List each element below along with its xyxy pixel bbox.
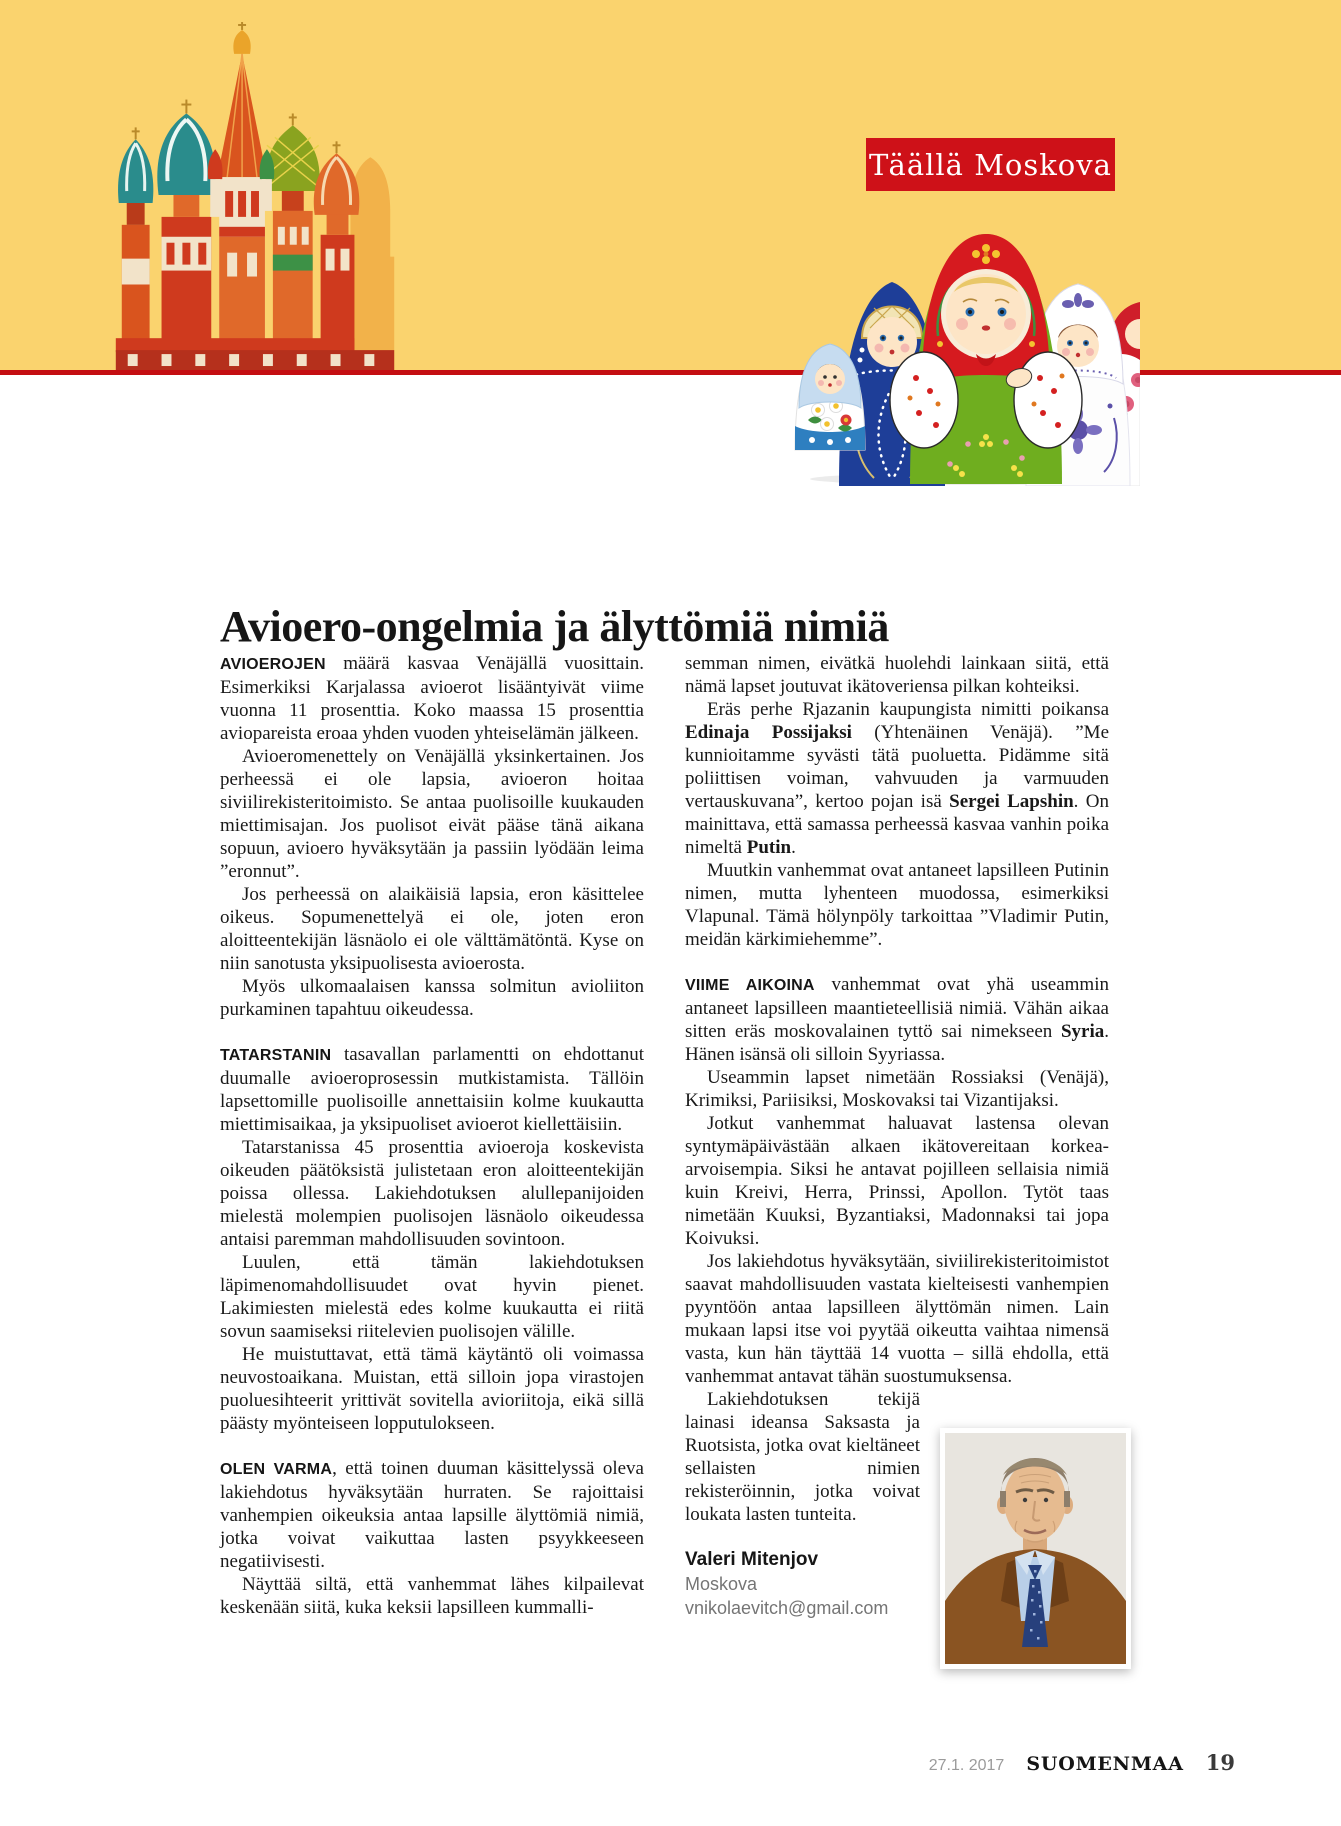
article-paragraph: VIIME AIKOINA vanhemmat ovat yhä useammin antaneet lapsilleen maantieteellisiä nimiä. Vähän aikaa sitten eräs moskovalainen tyttö sai nimekseen Syria. Hänen isänsä oli silloin Syyriassa. [685, 974, 1109, 1065]
article-paragraph: Myös ulkomaalaisen kanssa solmitun avioliiton purkaminen tapahtuu oikeudessa. [220, 976, 644, 1020]
article-title: Avioero-ongelmia ja älyttömiä nimiä [220, 602, 889, 652]
author-portrait-photo [940, 1428, 1131, 1669]
article-paragraph: Muutkin vanhemmat ovat antaneet lapsilleen Putinin nimen, mutta lyhenteen muodossa, esimerkiksi Vlapunal. Tämä hölynpöly tarkoittaa ”Vladimir Putin, meidän kärkimiehemme”. [685, 860, 1109, 950]
page-footer [929, 1750, 1235, 1775]
article-paragraph: OLEN VARMA, että toinen duuman käsittelyssä oleva lakiehdotus hyväksytään hurraten. Se rajoittaisi vanhempien oikeuksia antaa lapsille älyttömiä nimiä, jotka voivat vaikuttaa lasten psyykkeeseen negatiivisesti. [220, 1458, 644, 1572]
author-block [685, 1548, 920, 1620]
author-location: Moskova [685, 1574, 758, 1594]
author-email: vnikolaevitch@gmail.com [685, 1598, 889, 1618]
moscow-badge [866, 138, 1115, 191]
article-paragraph: Jotkut vanhemmat haluavat lastensa olevan syntymäpäivästään alkaen ikätovereitaan korkea-arvoisempia. Siksi he antavat pojilleen sellaisia nimiä kuin Kreivi, Herra, Prinssi, Apollon. Tytöt taas nimetään Kuuksi, Byzantiaksi, Madonnaksi tai jopa Koivuksi. [685, 1113, 1109, 1249]
article-column-left [220, 652, 644, 1619]
article-paragraph: He muistuttavat, että tämä käytäntö oli voimassa neuvostoaikana. Muistan, että silloin jopa virastojen puoluesihteerit yrittivät sovitella avioriitoja, eikä sillä päästy myönteiseen lopputulokseen. [220, 1344, 644, 1434]
author-name: Valeri Mitenjov [685, 1549, 819, 1570]
footer-page-number: 19 [1205, 1750, 1235, 1775]
paragraph-kicker: VIIME AIKOINA [685, 977, 815, 994]
article-paragraph: Jos perheessä on alaikäisiä lapsia, eron käsittelee oikeus. Sopumenettelyä ei ole, joten eron aloitteentekijän läsnäolo ei ole välttämätöntä. Kyse on niin sanotusta yksipuolisesta avioerosta. [220, 884, 644, 974]
paragraph-kicker: TATARSTANIN [220, 1047, 332, 1064]
paragraph-kicker: OLEN VARMA [220, 1461, 333, 1478]
moscow-badge-label: Täällä Moskova [869, 147, 1112, 182]
article-paragraph: Tatarstanissa 45 prosenttia avioeroja koskevista oikeuden päätöksistä julistetaan eron aloitteentekijän poissa ollessa. Lakiehdotuksen alullepanijoiden mielestä molempien puolisojen läsnäolo oikeudessa antaisi paremman mahdollisuuden sovintoon. [220, 1137, 644, 1250]
article-paragraph: TATARSTANIN tasavallan parlamentti on ehdottanut duumalle avioeroprosessin mutkistamista. Tällöin lapsettomille puolisoille annettaisiin kolme kuukautta miettimisaikaa, ja yksipuoliset avioerot kiellettäisiin. [220, 1044, 644, 1135]
article-paragraph: Avioeromenettely on Venäjällä yksinkertainen. Jos perheessä ei ole lapsia, avioeron hoitaa siviilirekisteritoimisto. Se antaa puolisoille kuukauden miettimisajan. Jos puolisot eivät pääse tänä aikana sopuun, avioero hyväksytään ja passiin lyödään leima ”eronnut”. [220, 746, 644, 882]
article-paragraph: Lakiehdotuksen tekijä lainasi ideansa Saksasta ja Ruotsista, jotka ovat kieltäneet sellaisten nimien rekisteröinnin, jotka voivat loukata lasten tunteita. [685, 1389, 920, 1525]
st-basils-cathedral-icon [115, 22, 395, 370]
footer-date: 27.1. 2017 [928, 1757, 1005, 1774]
article-paragraph: Useammin lapset nimetään Rossiaksi (Venäjä), Krimiksi, Pariisiksi, Moskovaksi tai Vizantijaksi. [685, 1067, 1109, 1111]
article-paragraph: Näyttää siltä, että vanhemmat lähes kilpailevat keskenään siitä, kuka keksii lapsilleen kummalli- [220, 1574, 644, 1618]
matryoshka-dolls-icon [790, 228, 1140, 486]
paragraph-kicker: AVIOEROJEN [220, 656, 326, 673]
article-paragraph: Luulen, että tämän lakiehdotuksen läpimenomahdollisuudet ovat hyvin pienet. Lakimiesten mielestä edes kolme kuukautta ei riitä sovun saamiseksi riitelevien puolisojen välille. [220, 1252, 644, 1342]
article-paragraph: semman nimen, eivätkä huolehdi lainkaan siitä, että nämä lapset joutuvat ikätoveriensa pilkan kohteiksi. [685, 653, 1109, 697]
article-paragraph: Eräs perhe Rjazanin kaupungista nimitti poikansa Edinaja Possijaksi (Yhtenäinen Venäjä). ”Me kunnioitamme syvästi tätä puoluetta. Pidämme sitä poliittisen voiman, vahvuuden ja varmuuden vertauskuvana”, kertoo pojan isä Sergei Lapshin. On mainittava, että samassa perheessä kasvaa vanhin poika nimeltä Putin. [685, 699, 1109, 858]
portrait-icon [945, 1433, 1126, 1664]
article-paragraph: Jos lakiehdotus hyväksytään, siviilirekisteritoimistot saavat mahdollisuuden vastata kielteisesti vanhempien pyyntöön antaa lapsilleen älyttömän nimen. Lain mukaan lapsi itse voi pyytää oikeutta vaihtaa nimensä vasta, kun hän täyttää 14 vuotta – sillä ehdolla, että vanhemmat antavat tähän suostumuksensa. [685, 1251, 1109, 1387]
footer-brand: SUOMENMAA [1026, 1753, 1184, 1775]
article-paragraph: AVIOEROJEN määrä kasvaa Venäjällä vuosittain. Esimerkiksi Karjalassa avioerot lisääntyivät viime vuonna 11 prosenttia. Koko maassa 15 prosenttia aviopareista eroaa yhden vuoden yhteiselämän jälkeen. [220, 653, 644, 744]
